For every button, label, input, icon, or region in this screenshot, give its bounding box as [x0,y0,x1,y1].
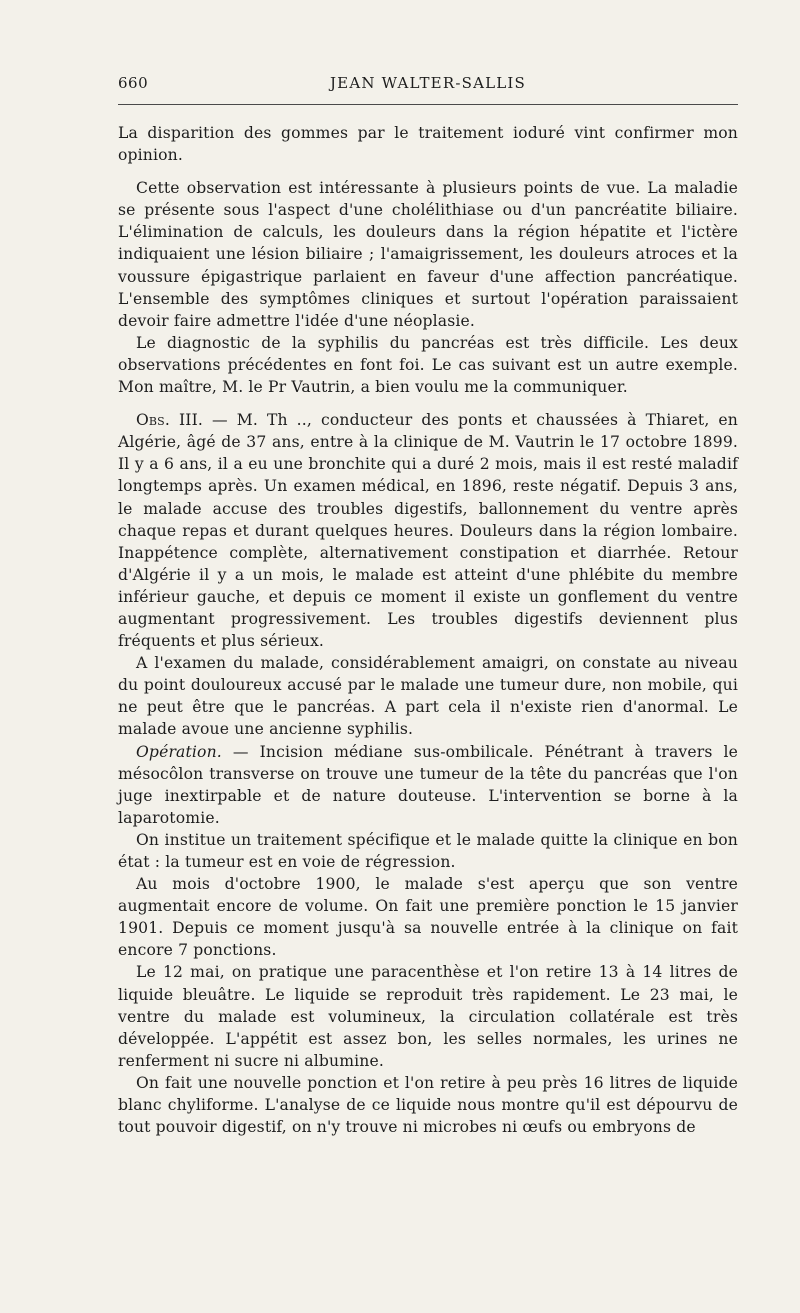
paragraph: Au mois d'octobre 1900, le malade s'est aperçu que son ventre augmentait encore de volume. On fait une première ponction le 15 janvier 1901. Depuis ce moment jusqu'à sa nouvelle entrée à la clinique on fait encore 7 ponctions. [118,875,738,960]
paragraph: Le 12 mai, on pratique une paracenthèse et l'on retire 13 à 14 litres de liquide bleuâtre. Le liquide se reproduit très rapidement. Le 23 mai, le ventre du malade est volumineux, la circulation collatérale est très développée. L'appétit est assez bon, les selles normales, les urines ne renferment ni sucre ni albumine. [118,963,738,1070]
running-head: JEAN WALTER-SALLIS [329,74,527,92]
paragraph: On fait une nouvelle ponction et l'on retire à peu près 16 litres de liquide blanc chyliforme. L'analyse de ce liquide nous montre qu'il est dépourvu de tout pouvoir digestif, on n'y trouve ni microbes ni œufs ou embryons de [118,1073,738,1137]
observation-paragraph [118,409,738,652]
paragraph: A l'examen du malade, considérablement amaigri, on constate au niveau du point douloureux accusé par le malade une tumeur dure, non mobile, qui ne peut être que le pancréas. A part cela il n'existe rien d'anormal. Le malade avoue une ancienne syphilis. [118,654,738,739]
operation-paragraph [118,741,738,829]
body-text [118,122,738,1138]
observation-label: Obs. III. [136,411,203,430]
paragraph: Le diagnostic de la syphilis du pancréas est très difficile. Les deux observations précédentes en font foi. Le cas suivant est un autre exemple. Mon maître, M. le Pr Vautrin, a bien voulu me la communiquer. [118,333,738,397]
paragraph: La disparition des gommes par le traitement ioduré vint confirmer mon opinion. [118,124,738,165]
paragraph: Cette observation est intéressante à plusieurs points de vue. La maladie se présente sous l'aspect d'une cholélithiase ou d'un pancréatite biliaire. L'élimination de calculs, les douleurs dans la région hépatite et l'ictère indiquaient une lésion biliaire ; l'amaigrissement, les douleurs atroces et la voussure épigastrique parlaient en faveur d'une affection pancréatique. L'ensemble des symptômes cliniques et surtout l'opération paraissaient devoir faire admettre l'idée d'une néoplasie. [118,179,738,330]
observation-text: — M. Th .., conducteur des ponts et chaussées à Thiaret, en Algérie, âgé de 37 ans, entre à la clinique de M. Vautrin le 17 octobre 1899. Il y a 6 ans, il a eu une bronchite qui a duré 2 mois, mais il est resté maladif longtemps après. Un examen médical, en 1896, reste négatif. Depuis 3 ans, le malade accuse des troubles digestifs, ballonnement du ventre après chaque repas et durant quelques heures. Douleurs dans la région lombaire. Inappétence complète, alternativement constipation et diarrhée. Retour d'Algérie il y a un mois, le malade est atteint d'une phlébite du membre inférieur gauche, et depuis ce moment il existe un gonflement du ventre augmentant progressivement. Les troubles digestifs deviennent plus fréquents et plus sérieux. [118,411,739,651]
operation-text: — Incision médiane sus-ombilicale. Pénétrant à travers le mésocôlon transverse on trouve une tumeur de la tête du pancréas que l'on juge inextirpable et de nature douteuse. L'intervention se borne à la laparotomie. [118,742,738,827]
header-rule [118,104,738,105]
page-header [118,72,738,96]
page-number: 660 [118,74,149,92]
operation-label: Opération. [136,742,222,761]
paragraph: On institue un traitement spécifique et le malade quitte la clinique en bon état : la tumeur est en voie de régression. [118,830,738,871]
